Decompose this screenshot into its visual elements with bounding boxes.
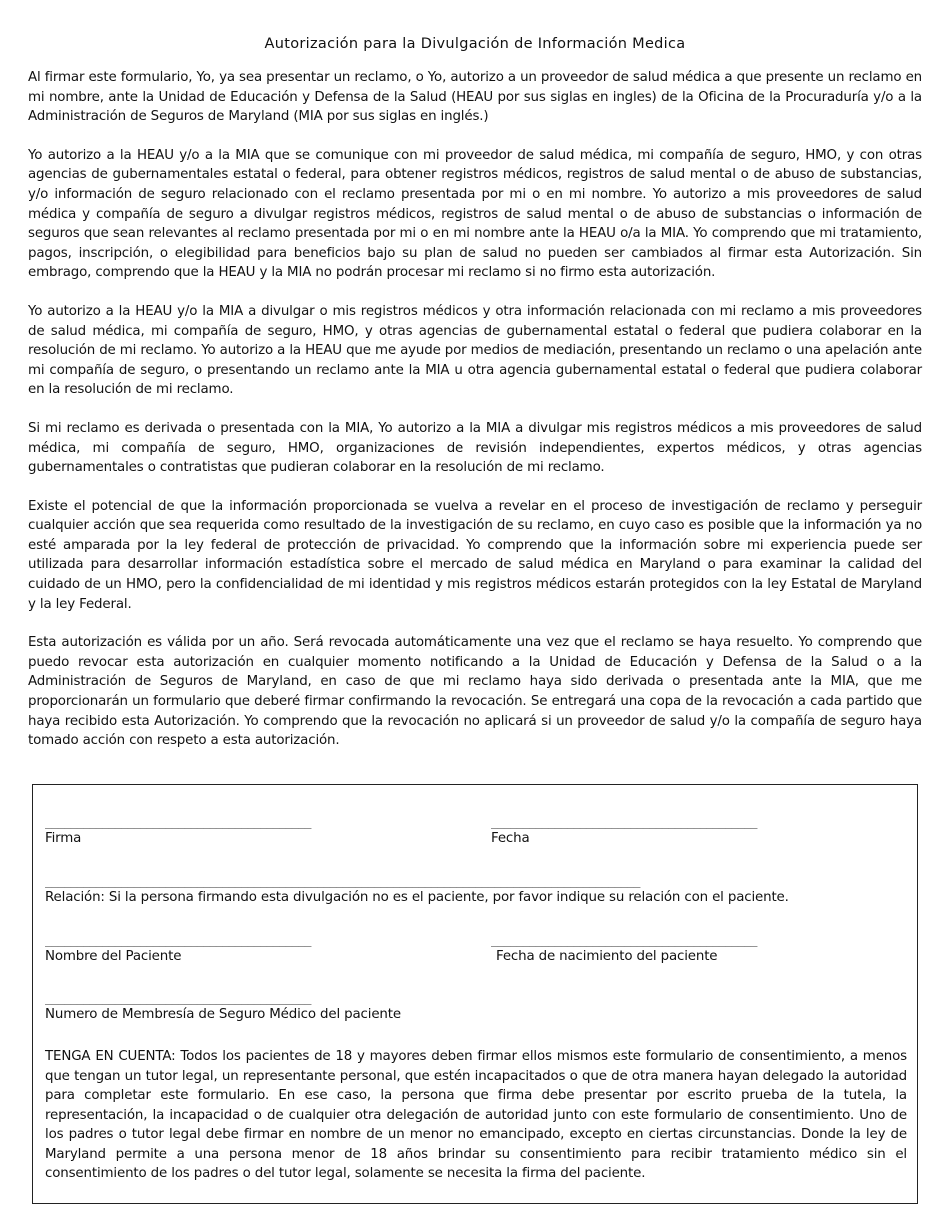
- tenga-en-cuenta-note: TENGA EN CUENTA: Todos los pacientes de 18 y mayores deben firmar ellos mismos este formulario de consentimiento, a menos que tengan un tutor legal, un representante personal, que estén incapacitados o que de otra manera hayan delegado la autoridad para completar este formulario. En ese caso, la persona que firma debe presentar por escrito prueba de la tutela, la representación, la incapacidad o de cualquier otra delegación de autoridad junto con este formulario de consentimiento. Uno de los padres o tutor legal debe firmar en nombre de un menor no emancipado, excepto en ciertas circunstancias. Donde la ley de Maryland permite a una persona menor de 18 años brindar su consentimiento para recibir tratamiento médico sin el consentimiento de los padres o del tutor legal, solamente se necesita la firma del paciente.: [45, 1049, 907, 1181]
- document-title: Autorización para la Divulgación de Información Medica: [264, 36, 686, 52]
- paragraph-6: Esta autorización es válida por un año. Será revocada automáticamente una vez que el reclamo se haya resuelto. Yo comprendo que puedo revocar esta autorización en cualquier momento notificando a la Unidad de Educación y Defensa de la Salud o a la Administración de Seguros de Maryland, en caso de que mi reclamo haya sido derivada o presentada ante la MIA, que me proporcionarán un formulario que deberé firmar confirmando la revocación. Se entregará una copa de la revocación a cada partido que haya recibido esta Autorización. Yo comprendo que la revocación no aplicará si un proveedor de salud y/o la compañía de seguro haya tomado acción con respeto a esta autorización.: [28, 635, 922, 749]
- membresia-line[interactable]: __________________________________________: [45, 991, 311, 1005]
- relacion-line[interactable]: ______________________________________________________________________________________________: [45, 874, 640, 888]
- relacion-label: Relación: Si la persona firmando esta divulgación no es el paciente, por favor indique su relación con el paciente.: [45, 890, 789, 905]
- fecha-nacimiento-label: Fecha de nacimiento del paciente: [496, 949, 718, 964]
- membresia-label: Numero de Membresía de Seguro Médico del paciente: [45, 1007, 401, 1022]
- nombre-paciente-line[interactable]: __________________________________________: [45, 933, 311, 947]
- fecha-line[interactable]: __________________________________________: [491, 815, 757, 829]
- firma-label: Firma: [45, 831, 82, 846]
- fecha-label: Fecha: [491, 831, 530, 846]
- paragraph-5: Existe el potencial de que la información proporcionada se vuelva a revelar en el proceso de investigación de reclamo y perseguir cualquier acción que sea requerida como resultado de la investigación de su reclamo, en cuyo caso es posible que la información ya no esté amparada por la ley federal de protección de privacidad. Yo comprendo que la información sobre mi experiencia puede ser utilizada para desarrollar información estadística sobre el mercado de salud médica en Maryland o para examinar la calidad del cuidado de un HMO, pero la confidencialidad de mi identidad y mis registros médicos estarán protegidos con la ley Estatal de Maryland y la ley Federal.: [28, 498, 922, 612]
- nombre-paciente-label: Nombre del Paciente: [45, 949, 182, 964]
- paragraph-2: Yo autorizo a la HEAU y/o a la MIA que se comunique con mi proveedor de salud médica, mi compañía de seguro, HMO, y con otras agencias de gubernamentales estatal o federal, para obtener registros médicos, registros de salud mental o de abuso de substancias, y/o información de seguro relacionado con el reclamo presentada por mi o en mi nombre. Yo autorizo a mis proveedores de salud médica y compañía de seguro a divulgar registros médicos, registros de salud mental o de abuso de substancias o información de seguros que sean relevantes al reclamo presentada por mi o en mi nombre ante la HEAU o/a la MIA. Yo comprendo que mi tratamiento, pagos, inscripción, o elegibilidad para beneficios bajo su plan de salud no pueden ser cambiados al firmar esta Autorización. Sin embrago, comprendo que la HEAU y la MIA no podrán procesar mi reclamo si no firmo esta autorización.: [28, 147, 922, 281]
- firma-line[interactable]: __________________________________________: [45, 815, 311, 829]
- signature-box: [32, 784, 918, 1204]
- paragraph-1: Al firmar este formulario, Yo, ya sea presentar un reclamo, o Yo, autorizo a un proveedor de salud médica a que presente un reclamo en mi nombre, ante la Unidad de Educación y Defensa de la Salud (HEAU por sus siglas en ingles) de la Oficina de la Procuraduría y/o a la Administración de Seguros de Maryland (MIA por sus siglas en inglés.): [28, 70, 922, 125]
- paragraph-3: Yo autorizo a la HEAU y/o la MIA a divulgar o mis registros médicos y otra información relacionada con mi reclamo a mis proveedores de salud médica, mi compañía de seguro, HMO, y otras agencias de gubernamental estatal o federal que pudiera colaborar en la resolución de mi reclamo. Yo autorizo a la HEAU que me ayude por medios de mediación, presentando un reclamo o una apelación ante mi compañía de seguro, o presentando un reclamo ante la MIA u otra agencia gubernamental estatal o federal que pudiera colaborar en la resolución de mi reclamo.: [28, 303, 922, 398]
- paragraph-4: Si mi reclamo es derivada o presentada con la MIA, Yo autorizo a la MIA a divulgar mis registros médicos a mis proveedores de salud médica, mi compañía de seguro, HMO, organizaciones de revisión independientes, expertos médicos, y otras agencias gubernamentales o contratistas que pudieran colaborar en la resolución de mi reclamo.: [28, 420, 922, 476]
- fecha-nacimiento-line[interactable]: __________________________________________: [491, 933, 757, 947]
